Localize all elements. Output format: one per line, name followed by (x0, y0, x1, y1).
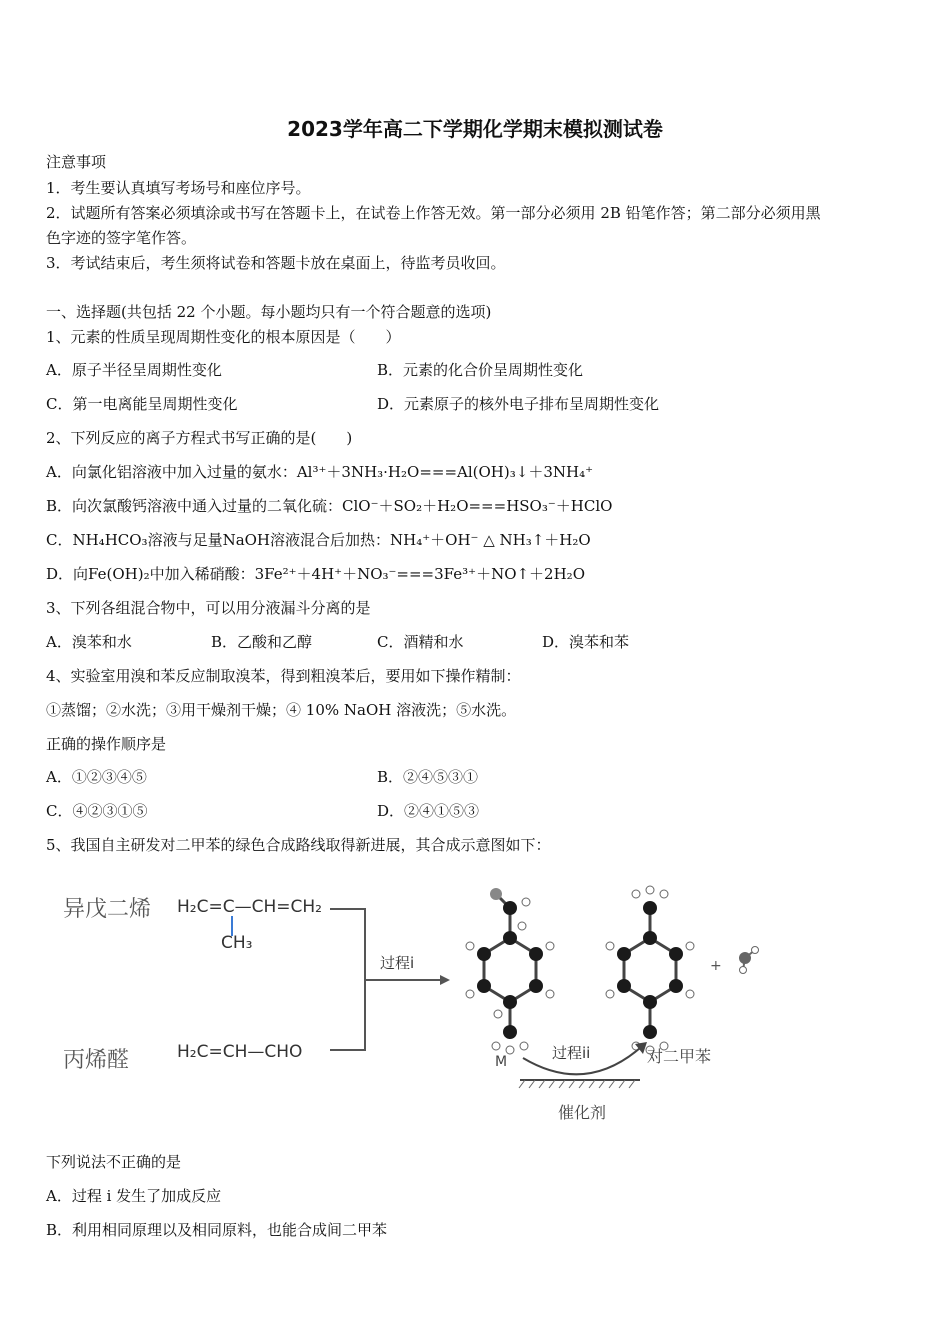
water-molecule (739, 947, 759, 974)
acrolein-formula: H₂C=CH—CHO (177, 1042, 303, 1062)
notice-item-2a: 2．试题所有答案必须填涂或书写在答题卡上，在试卷上作答无效。第一部分必须用 2B 铅笔作答；第二部分必须用黑 (46, 204, 821, 222)
process-i-label: 过程i (380, 954, 415, 972)
notice-item-1: 1．考生要认真填写考场号和座位序号。 (46, 179, 311, 197)
product-label: 对二甲苯 (647, 1047, 712, 1066)
acrolein-name: 丙烯醛 (63, 1048, 130, 1073)
isoprene-branch: CH₃ (221, 933, 253, 953)
process-i-arrowhead (440, 975, 450, 985)
q1-option-b: B．元素的化合价呈周期性变化 (377, 361, 584, 379)
q3-option-a: A．溴苯和水 (46, 633, 132, 651)
page-title: 2023学年高二下学期化学期末模拟测试卷 (287, 117, 663, 141)
q2-option-d: D．向Fe(OH)₂中加入稀硝酸：3Fe²⁺＋4H⁺＋NO₃⁻===3Fe³⁺＋NO↑＋2H₂O (46, 565, 585, 583)
plus-sign: + (710, 958, 722, 974)
q3-option-d: D．溴苯和苯 (542, 633, 630, 651)
notice-item-2b: 色字迹的签字笔作答。 (46, 229, 197, 247)
notice-heading: 注意事项 (46, 153, 107, 171)
merge-bracket (330, 909, 365, 1050)
q5-option-a: A．过程 i 发生了加成反应 (46, 1187, 222, 1205)
catalyst-label: 催化剂 (558, 1103, 607, 1122)
q4-option-c: C．④②③①⑤ (46, 802, 148, 820)
section-heading: 一、选择题(共包括 22 个小题。每小题均只有一个符合题意的选项) (46, 303, 492, 321)
q2-option-c: C．NH₄HCO₃溶液与足量NaOH溶液混合后加热：NH₄⁺＋OH⁻ △ NH₃↑＋H₂O (46, 531, 591, 549)
q4-option-a: A．①②③④⑤ (46, 768, 147, 786)
process-ii-label: 过程ii (552, 1044, 591, 1062)
q3-option-b: B．乙酸和乙醇 (211, 633, 313, 651)
q3-stem: 3、下列各组混合物中，可以用分液漏斗分离的是 (46, 599, 371, 617)
q2-stem: 2、下列反应的离子方程式书写正确的是( ) (46, 429, 353, 447)
q2-option-a: A．向氯化铝溶液中加入过量的氨水：Al³⁺＋3NH₃·H₂O===Al(OH)₃↓＋3NH₄⁺ (46, 463, 593, 481)
q4-steps: ①蒸馏；②水洗；③用干燥剂干燥；④ 10% NaOH 溶液洗；⑤水洗。 (46, 701, 517, 719)
isoprene-formula: H₂C=C—CH=CH₂ (177, 897, 322, 917)
q4-stem: 4、实验室用溴和苯反应制取溴苯，得到粗溴苯后，要用如下操作精制： (46, 667, 521, 685)
molecule-p-xylene (606, 886, 694, 1054)
q1-option-d: D．元素原子的核外电子排布呈周期性变化 (377, 395, 660, 413)
q4-option-b: B．②④⑤③① (377, 768, 479, 786)
q4-option-d: D．②④①⑤③ (377, 802, 480, 820)
q1-stem: 1、元素的性质呈现周期性变化的根本原因是（ ） (46, 328, 401, 346)
molecule-m (466, 888, 554, 1054)
notice-item-3: 3．考试结束后，考生须将试卷和答题卡放在桌面上，待监考员收回。 (46, 254, 506, 272)
q4-ask: 正确的操作顺序是 (46, 735, 167, 753)
q5-option-b: B．利用相同原理以及相同原料，也能合成间二甲苯 (46, 1221, 388, 1239)
q5-stem: 5、我国自主研发对二甲苯的绿色合成路线取得新进展，其合成示意图如下： (46, 836, 551, 854)
q1-option-c: C．第一电离能呈周期性变化 (46, 395, 238, 413)
catalyst-hatching (519, 1080, 635, 1088)
q1-option-a: A．原子半径呈周期性变化 (46, 361, 222, 379)
isoprene-name: 异戊二烯 (63, 897, 152, 922)
synthesis-diagram (55, 870, 795, 1130)
q3-option-c: C．酒精和水 (377, 633, 464, 651)
q5-ask: 下列说法不正确的是 (46, 1153, 182, 1171)
q2-option-b: B．向次氯酸钙溶液中通入过量的二氧化硫：ClO⁻＋SO₂＋H₂O===HSO₃⁻＋HClO (46, 497, 613, 515)
m-label: M (495, 1054, 508, 1070)
